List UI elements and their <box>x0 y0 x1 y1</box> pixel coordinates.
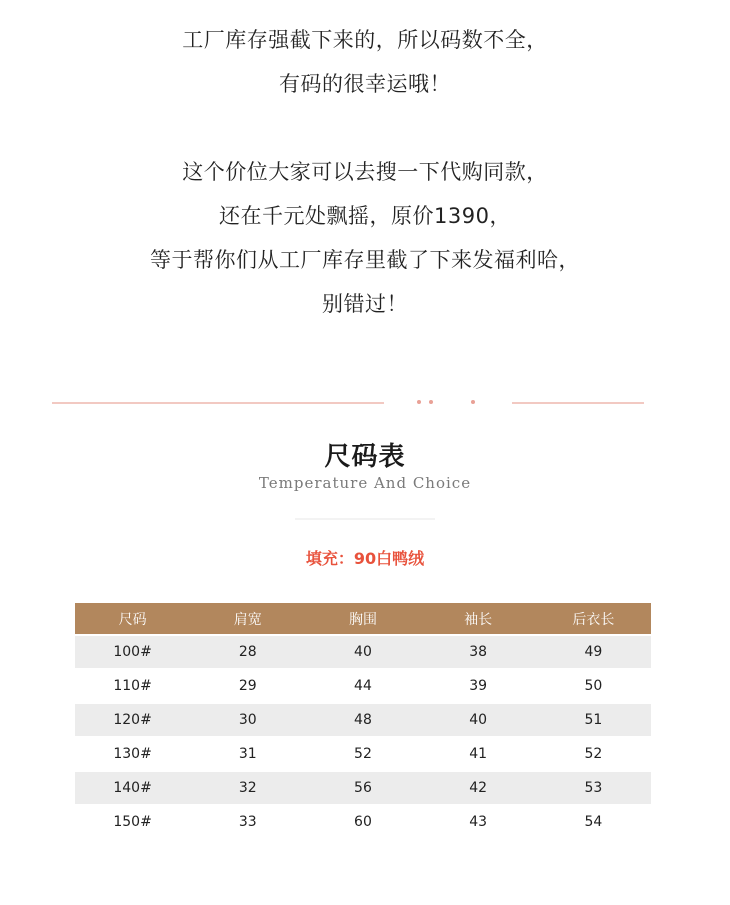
intro-line: 别错过！ <box>322 292 408 316</box>
cell-chest: 48 <box>305 703 420 737</box>
cell-sleeve: 38 <box>421 635 536 669</box>
header-chest: 胸围 <box>305 603 420 635</box>
table-header-row <box>75 603 651 635</box>
intro-text <box>0 18 730 326</box>
cell-shoulder: 30 <box>190 703 305 737</box>
cell-shoulder: 28 <box>190 635 305 669</box>
cell-chest: 40 <box>305 635 420 669</box>
header-shoulder: 肩宽 <box>190 603 305 635</box>
cell-size: 140# <box>75 771 190 805</box>
cell-size: 130# <box>75 737 190 771</box>
cell-back-length: 51 <box>536 703 651 737</box>
table-row <box>75 737 651 771</box>
section-title: 尺码表 <box>324 442 406 472</box>
cell-back-length: 49 <box>536 635 651 669</box>
divider-dot <box>429 400 433 404</box>
cell-sleeve: 39 <box>421 669 536 703</box>
intro-line: 等于帮你们从工厂库存里截了下来发福利哈， <box>150 248 580 272</box>
cell-chest: 44 <box>305 669 420 703</box>
cell-shoulder: 29 <box>190 669 305 703</box>
fill-note: 填充：90白鸭绒 <box>305 549 425 568</box>
intro-gap <box>0 106 730 150</box>
header-sleeve: 袖长 <box>421 603 536 635</box>
table-row <box>75 805 651 838</box>
cell-chest: 52 <box>305 737 420 771</box>
intro-line: 工厂库存强截下来的，所以码数不全， <box>182 28 548 52</box>
cell-chest: 56 <box>305 771 420 805</box>
table-row <box>75 771 651 805</box>
cell-back-length: 52 <box>536 737 651 771</box>
cell-chest: 60 <box>305 805 420 838</box>
header-size: 尺码 <box>75 603 190 635</box>
cell-sleeve: 43 <box>421 805 536 838</box>
divider-dot <box>471 400 475 404</box>
cell-back-length: 53 <box>536 771 651 805</box>
cell-shoulder: 31 <box>190 737 305 771</box>
table-row <box>75 635 651 669</box>
table-row <box>75 669 651 703</box>
cell-back-length: 50 <box>536 669 651 703</box>
intro-line: 有码的很幸运哦！ <box>279 72 451 96</box>
divider-right <box>512 402 644 404</box>
cell-size: 150# <box>75 805 190 838</box>
intro-line: 还在千元处飘摇，原价1390， <box>219 204 511 228</box>
divider-dot <box>417 400 421 404</box>
cell-size: 110# <box>75 669 190 703</box>
cell-back-length: 54 <box>536 805 651 838</box>
header-back-length: 后衣长 <box>536 603 651 635</box>
cell-sleeve: 40 <box>421 703 536 737</box>
cell-sleeve: 41 <box>421 737 536 771</box>
subtitle-underline <box>295 518 435 520</box>
cell-shoulder: 33 <box>190 805 305 838</box>
cell-size: 120# <box>75 703 190 737</box>
size-table <box>75 603 651 838</box>
divider-left <box>52 402 384 404</box>
intro-line: 这个价位大家可以去搜一下代购同款， <box>182 160 548 184</box>
cell-sleeve: 42 <box>421 771 536 805</box>
section-subtitle: Temperature And Choice <box>258 474 472 492</box>
table-row <box>75 703 651 737</box>
cell-shoulder: 32 <box>190 771 305 805</box>
cell-size: 100# <box>75 635 190 669</box>
